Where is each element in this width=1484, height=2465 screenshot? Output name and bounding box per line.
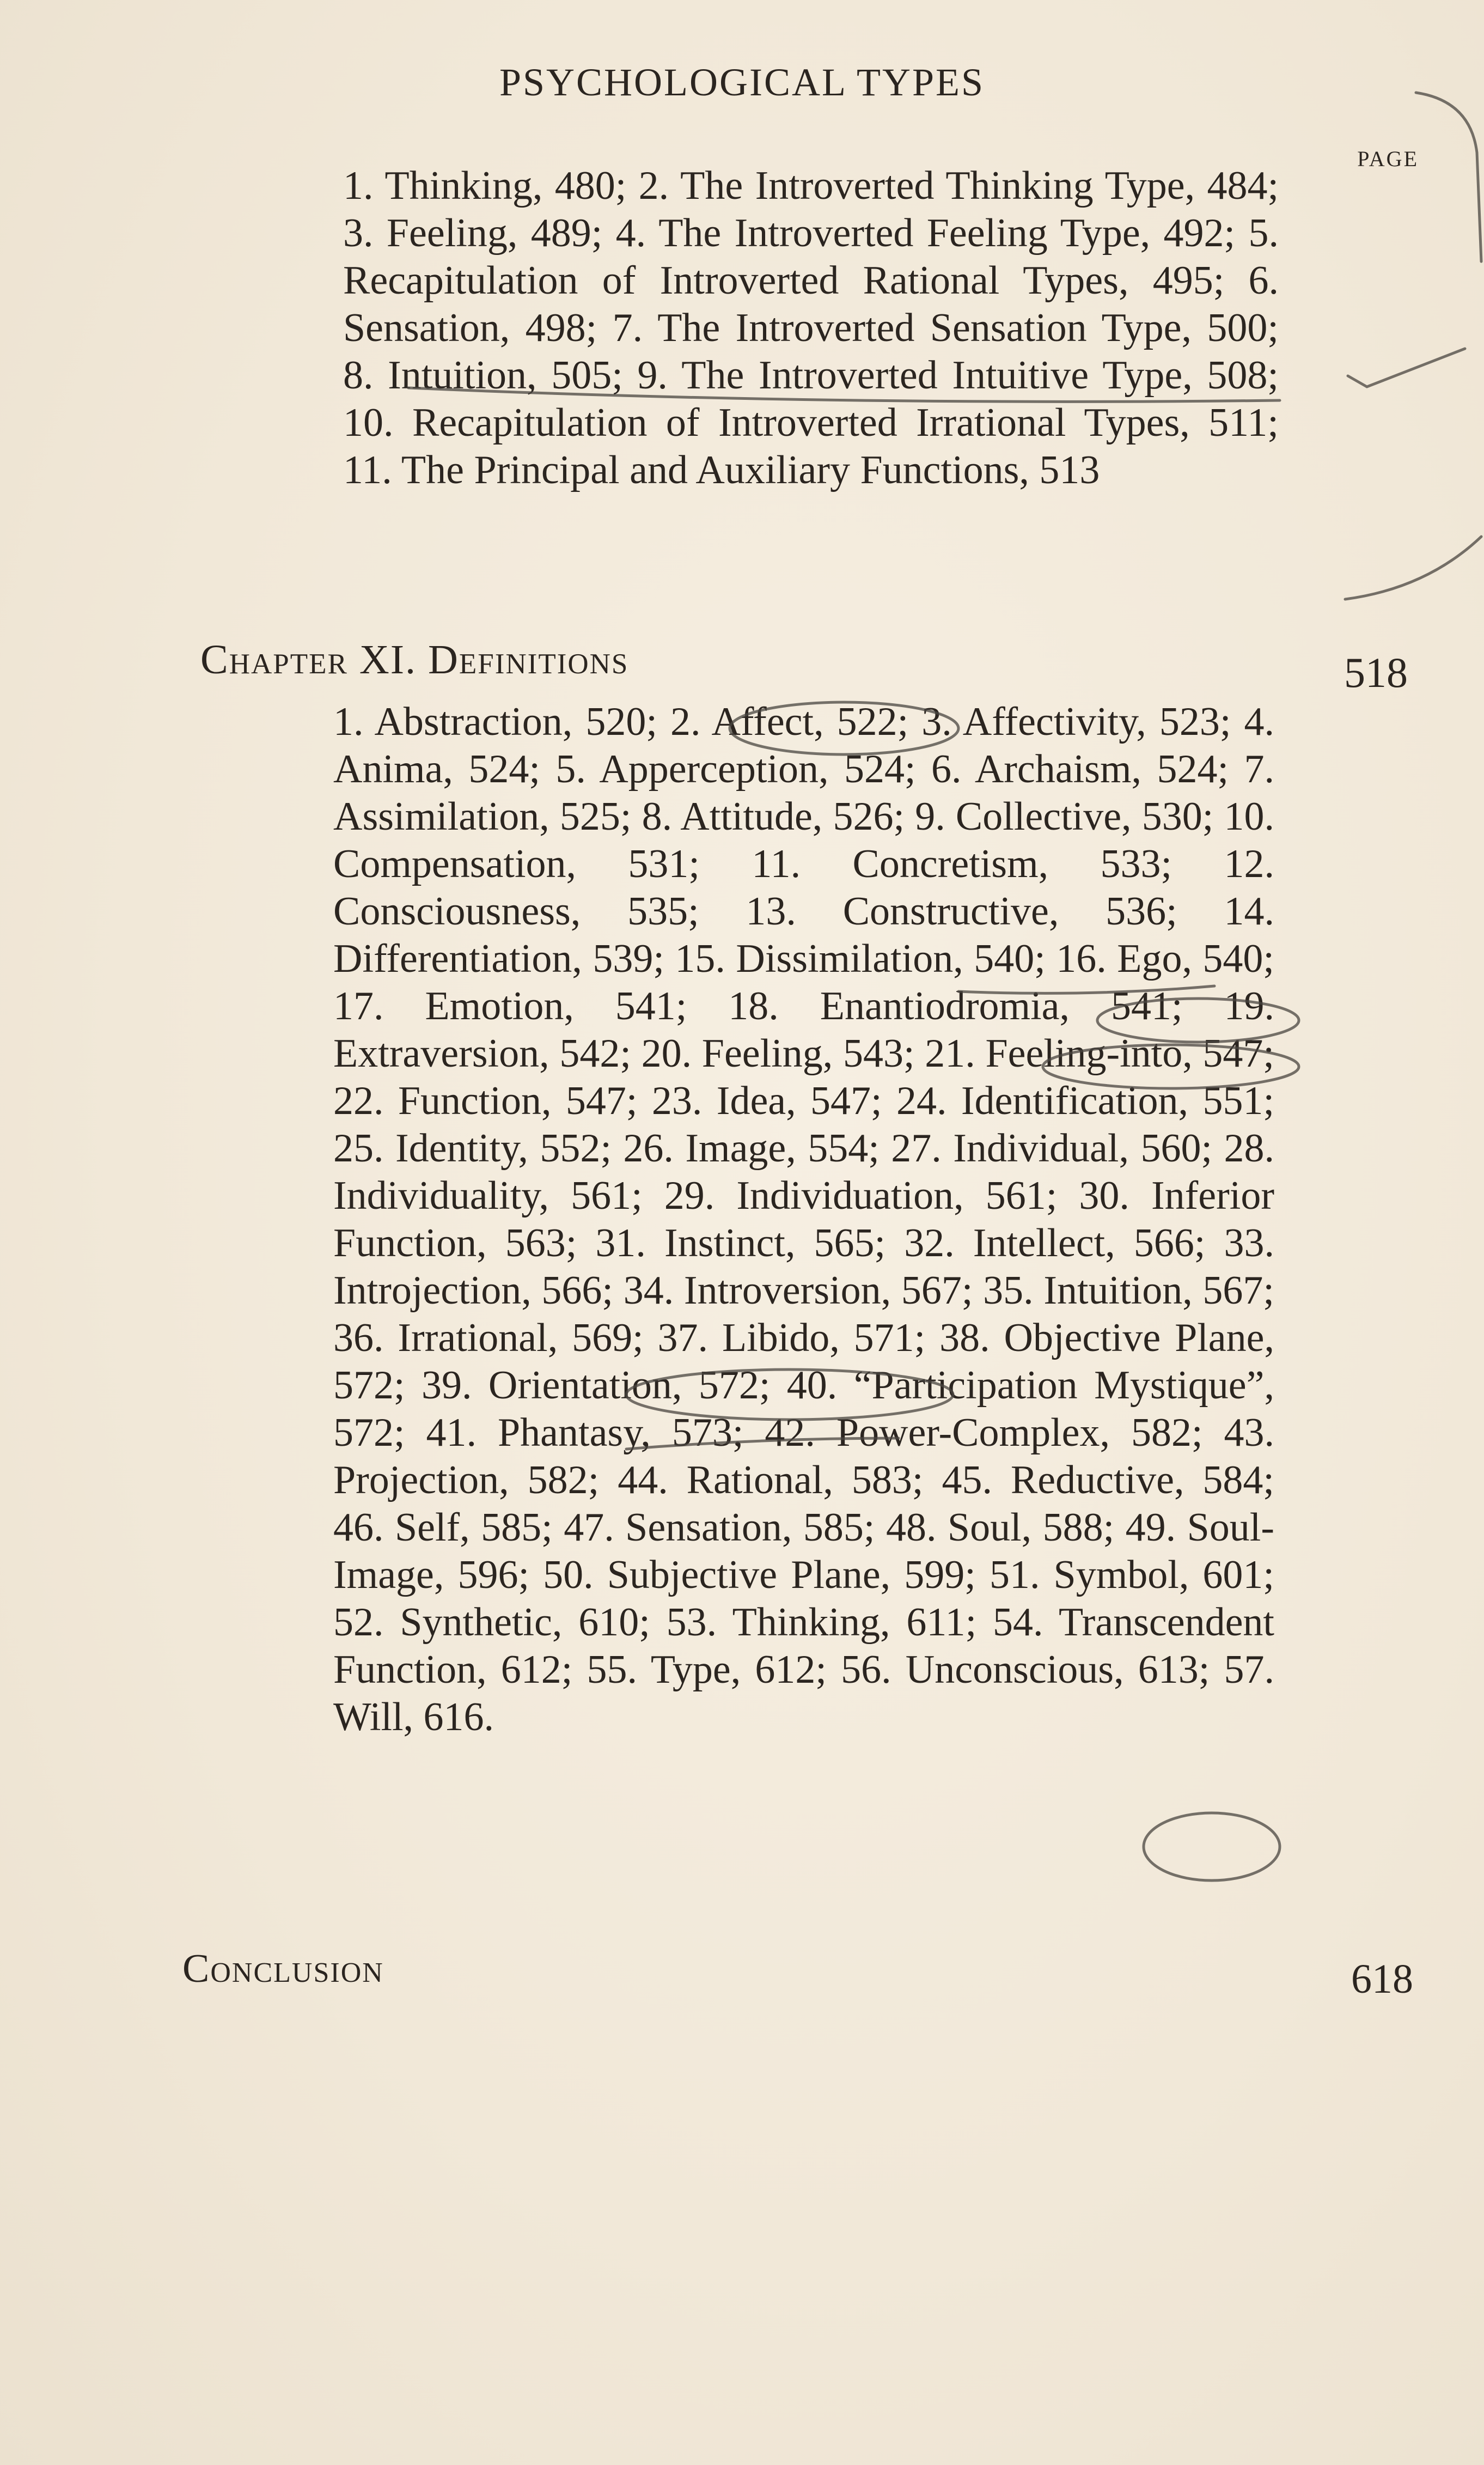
conclusion-heading: Conclusion xyxy=(182,1946,384,1991)
chapter-heading: Chapter XI. Definitions xyxy=(200,637,629,683)
section-contents-text: 1. Thinking, 480; 2. The Introverted Thinking Type, 484; 3. Feeling, 489; 4. The Introverted Feeling Type, 492; 5. Recapitulation of Introverted Rational Types, 495; 6. Sensation, 498; 7. The Introverted Sensation Type, 500; 8. Intuition, 505; 9. The Introverted Intuitive Type, 508; 10. Recapitulation of Introverted Irrational Types, 511; 11. The Principal and Auxiliary Functions, 513 xyxy=(343,163,1279,492)
underline-mark-3 xyxy=(626,1438,899,1449)
circle-mark-emotion xyxy=(1097,999,1299,1042)
running-head: PSYCHOLOGICAL TYPES xyxy=(499,60,985,104)
circle-mark-type xyxy=(1144,1813,1280,1880)
underline-mark-1 xyxy=(408,388,1280,401)
circle-mark-extraversion xyxy=(1043,1045,1299,1088)
chapter-page-number: 518 xyxy=(1344,649,1408,696)
margin-check-mark xyxy=(1348,349,1465,387)
definitions-contents-text: 1. Abstraction, 520; 2. Affect, 522; 3. Affectivity, 523; 4. Anima, 524; 5. Apperception, 524; 6. Archaism, 524; 7. Assimilation, 525; 8. Attitude, 526; 9. Collective, 530; 10. Compensation, 531; 11. Concretism, 533; 12. Consciousness, 535; 13. Constructive, 536; 14. Differentiation, 539; 15. Dissimilation, 540; 16. Ego, 540; 17. Emotion, 541; 18. Enantiodromia, 541; 19. Extraversion, 542; 20. Feeling, 543; 21. Feeling-into, 547; 22. Function, 547; 23. Idea, 547; 24. Identification, 551; 25. Identity, 552; 26. Image, 554; 27. Individual, 560; 28. Individuality, 561; 29. Individuation, 561; 30. Inferior Function, 563; 31. Instinct, 565; 32. Intellect, 566; 33. Introjection, 566; 34. Introversion, 567; 35. Intuition, 567; 36. Irrational, 569; 37. Libido, 571; 38. Objective Plane, 572; 39. Orientation, 572; 40. “Participation Mystique”, 572; 41. Phantasy, 573; 42. Power-Complex, 582; 43. Projection, 582; 44. Rational, 583; 45. Reductive, 584; 46. Self, 585; 47. Sensation, 585; 48. Soul, 588; 49. Soul-Image, 596; 50. Subjective Plane, 599; 51. Symbol, 601; 52. Synthetic, 610; 53. Thinking, 611; 54. Transcendent Function, 612; 55. Type, 612; 56. Unconscious, 613; 57. Will, 616. xyxy=(333,699,1274,1739)
circle-mark-introversion xyxy=(626,1370,953,1420)
margin-bracket-mark xyxy=(1416,93,1481,261)
circle-mark-affect xyxy=(730,702,958,754)
margin-flourish-mark xyxy=(1345,537,1481,599)
page-column-label: PAGE xyxy=(1357,147,1419,171)
underline-mark-2 xyxy=(958,986,1214,993)
conclusion-page-number: 618 xyxy=(1351,1956,1413,2002)
